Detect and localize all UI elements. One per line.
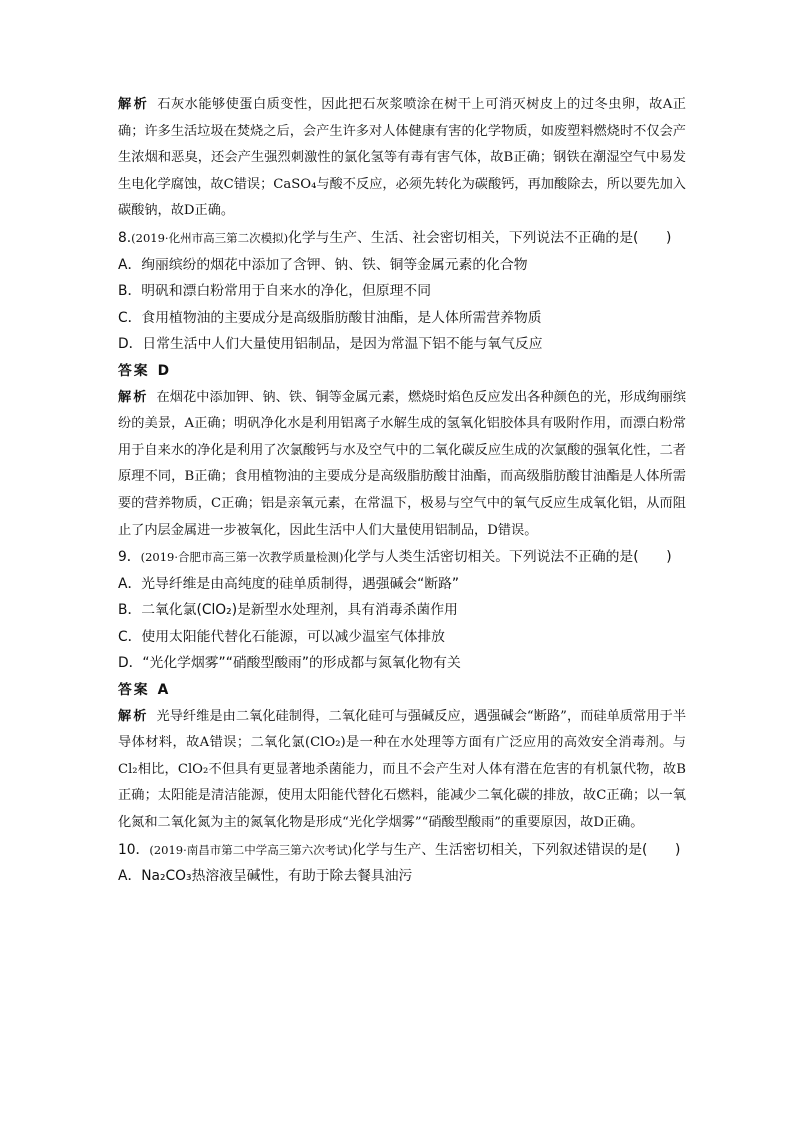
- question-source: (2019·合肥市高三第一次教学质量检测): [140, 550, 344, 565]
- document-page: [118, 92, 686, 890]
- analysis-text: 光导纤维是由二氧化硅制得，二氧化硅可与强碱反应，遇强碱会“断路”，而硅单质常用于半导体材料，故A错误；二氧化氯(ClO₂)是一种在水处理等方面有广泛应用的高效安全消毒剂。与Cl₂相比，ClO₂不但具有更显著地杀菌能力，而且不会产生对人体有潜在危害的有机氯代物，故B正确；太阳能是清洁能源，使用太阳能代替化石燃料，能减少二氧化碳的排放，故C正确；以一氧化氮和二氧化氮为主的氮氧化物是形成“光化学烟雾”“硝酸型酸雨”的重要原因，故D正确。: [118, 708, 687, 831]
- analysis-paragraph: [118, 385, 686, 545]
- analysis-paragraph-top: [118, 92, 686, 225]
- question-text: 化学与生产、生活、社会密切相关，下列说法不正确的是( ): [288, 229, 672, 246]
- analysis-paragraph: [118, 704, 686, 837]
- question-stem: [118, 225, 686, 252]
- analysis-text: 石灰水能够使蛋白质变性，因此把石灰浆喷涂在树干上可消灭树皮上的过冬虫卵，故A正确；许多生活垃圾在焚烧之后，会产生许多对人体健康有害的化学物质，如废塑料燃烧时不仅会产生浓烟和恶臭，还会产生强烈刺激性的氯化氢等有毒有害气体，故B正确；钢铁在潮湿空气中易发生电化学腐蚀，故C错误；CaSO₄与酸不反应，必须先转化为碳酸钙，再加酸除去，所以要先加入碳酸钠，故D正确。: [118, 97, 686, 219]
- question-number: 10．: [118, 841, 150, 858]
- option-a: A．绚丽缤纷的烟花中添加了含钾、钠、铁、铜等金属元素的化合物: [118, 256, 528, 273]
- option-b: B．二氧化氯(ClO₂)是新型水处理剂，具有消毒杀菌作用: [118, 602, 458, 619]
- answer-line: [118, 358, 686, 385]
- question-text: 化学与生产、生活密切相关，下列叙述错误的是( ): [352, 841, 681, 858]
- answer-value: A: [157, 682, 169, 699]
- question-number: 9．: [118, 549, 141, 566]
- question-source: (2019·南昌市第二中学高三第六次考试): [149, 842, 353, 857]
- option-c: C．使用太阳能代替化石能源，可以减少温室气体排放: [118, 628, 445, 645]
- option-a: A．光导纤维是由高纯度的硅单质制得，遇强碱会“断路”: [118, 575, 460, 592]
- question-stem: [118, 544, 686, 571]
- answer-label: 答案: [118, 362, 150, 379]
- question-8: [118, 225, 686, 544]
- answer-value: D: [157, 362, 170, 379]
- answer-line: [118, 677, 686, 704]
- option-c: C．食用植物油的主要成分是高级脂肪酸甘油酯，是人体所需营养物质: [118, 309, 542, 326]
- question-number: 8.: [118, 229, 132, 246]
- option-d: D．“光化学烟雾”“硝酸型酸雨”的形成都与氮氧化物有关: [118, 655, 461, 672]
- question-source: (2019·化州市高三第二次模拟): [131, 230, 289, 245]
- question-9: [118, 544, 686, 837]
- option-a: A．Na₂CO₃热溶液呈碱性，有助于除去餐具油污: [118, 868, 413, 885]
- answer-label: 答案: [118, 682, 150, 699]
- analysis-label: 解析: [118, 708, 149, 724]
- question-text: 化学与人类生活密切相关。下列说法不正确的是( ): [343, 549, 672, 566]
- option-d: D．日常生活中人们大量使用铝制品，是因为常温下铝不能与氧气反应: [118, 336, 543, 353]
- analysis-text: 在烟花中添加钾、钠、铁、铜等金属元素，燃烧时焰色反应发出各种颜色的光，形成绚丽缤纷的美景，A正确；明矾净化水是利用铝离子水解生成的氢氧化铝胶体具有吸附作用，而漂白粉常用于自来水的净化是利用了次氯酸钙与水及空气中的二氧化碳反应生成的次氯酸的强氧化性，二者原理不同，B正确；食用植物油的主要成分是高级脂肪酸甘油酯，而高级脂肪酸甘油酯是人体所需要的营养物质，C正确；铝是亲氧元素，在常温下，极易与空气中的氧气反应生成氧化铝，从而阻止了内层金属进一步被氧化，因此生活中人们大量使用铝制品，D错误。: [118, 389, 687, 538]
- option-b: B．明矾和漂白粉常用于自来水的净化，但原理不同: [118, 283, 431, 300]
- question-stem: [118, 837, 686, 864]
- analysis-label: 解析: [118, 389, 149, 405]
- question-10: [118, 837, 686, 890]
- analysis-label: 解析: [118, 97, 150, 112]
